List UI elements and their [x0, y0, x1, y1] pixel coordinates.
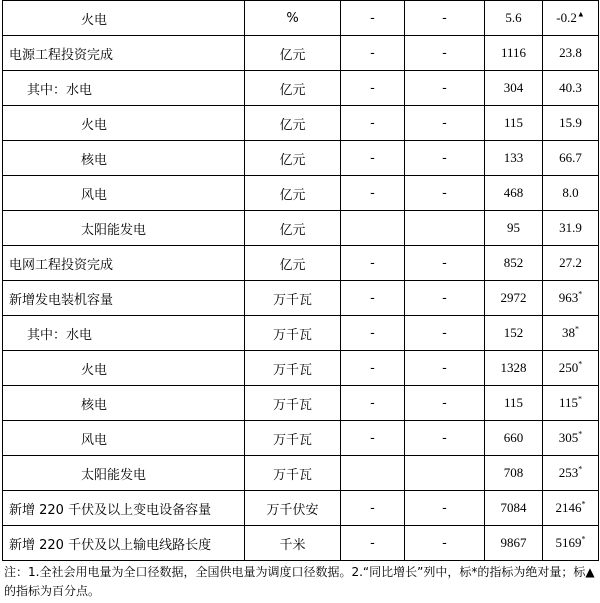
- value-text: 9867: [500, 535, 527, 550]
- growth-cell: [543, 456, 599, 491]
- value-cell: [485, 1, 543, 36]
- blank-column-a-text: -: [370, 115, 375, 131]
- blank-column-a-cell: [341, 36, 405, 71]
- unit-cell: [245, 351, 341, 386]
- blank-column-b-cell: [405, 36, 485, 71]
- blank-column-a-text: -: [370, 255, 375, 271]
- unit-cell: [245, 281, 341, 316]
- blank-column-a-cell: [341, 386, 405, 421]
- growth-cell: [543, 176, 599, 211]
- value-text: 5.6: [505, 10, 522, 25]
- table-row: [3, 421, 599, 456]
- growth-cell: [543, 36, 599, 71]
- blank-column-b-text: -: [442, 395, 447, 411]
- blank-column-b-cell: [405, 176, 485, 211]
- growth-text: 115: [558, 395, 579, 410]
- indicator-name-cell: [3, 491, 245, 526]
- statistics-table: [2, 0, 599, 561]
- table-row: [3, 36, 599, 71]
- unit-text: 亿元: [279, 257, 306, 273]
- growth-cell: [543, 386, 599, 421]
- blank-column-b-cell: [405, 211, 485, 246]
- unit-text: 万千瓦: [272, 327, 312, 343]
- table-row: [3, 246, 599, 281]
- indicator-name-cell: [3, 1, 245, 36]
- unit-text: %: [286, 10, 299, 26]
- growth-marker: *: [578, 429, 583, 439]
- growth-marker: *: [578, 289, 583, 299]
- indicator-name-text: 太阳能发电: [81, 222, 147, 238]
- growth-cell: [543, 316, 599, 351]
- value-text: 468: [503, 185, 524, 200]
- unit-text: 亿元: [279, 117, 306, 133]
- indicator-name-cell: [3, 141, 245, 176]
- table-row: [3, 141, 599, 176]
- indicator-name-text: 风电: [81, 432, 108, 448]
- unit-text: 万千瓦: [272, 467, 312, 483]
- value-text: 95: [507, 220, 520, 235]
- indicator-name-cell: [3, 386, 245, 421]
- growth-text: 31.9: [559, 220, 582, 235]
- growth-cell: [543, 491, 599, 526]
- indicator-name-text: 火电: [81, 362, 108, 378]
- blank-column-a-text: -: [370, 290, 375, 306]
- indicator-name-cell: [3, 456, 245, 491]
- indicator-name-cell: [3, 281, 245, 316]
- table-row: [3, 1, 599, 36]
- unit-text: 亿元: [279, 152, 306, 168]
- growth-cell: [543, 246, 599, 281]
- blank-column-b-text: -: [442, 360, 447, 376]
- value-text: 152: [503, 325, 524, 340]
- blank-column-b-cell: [405, 106, 485, 141]
- unit-cell: [245, 316, 341, 351]
- value-cell: [485, 176, 543, 211]
- growth-cell: [543, 71, 599, 106]
- blank-column-b-text: -: [442, 10, 447, 26]
- indicator-name-text: 其中：水电: [27, 82, 93, 98]
- value-text: 708: [503, 465, 524, 480]
- growth-text: 15.9: [559, 115, 582, 130]
- unit-text: 万千瓦: [272, 432, 312, 448]
- blank-column-a-cell: [341, 456, 405, 491]
- unit-text: 亿元: [279, 187, 306, 203]
- growth-cell: [543, 106, 599, 141]
- unit-text: 万千伏安: [266, 502, 319, 518]
- growth-text: 66.7: [559, 150, 582, 165]
- blank-column-a-text: -: [370, 150, 375, 166]
- indicator-name-text: 核电: [81, 152, 108, 168]
- value-text: 115: [503, 115, 524, 130]
- table-row: [3, 491, 599, 526]
- growth-marker: *: [581, 534, 586, 544]
- indicator-name-text: 电网工程投资完成: [9, 257, 114, 273]
- unit-text: 亿元: [279, 222, 306, 238]
- growth-marker: *: [575, 324, 579, 334]
- growth-marker: *: [581, 499, 586, 509]
- value-text: 1116: [500, 45, 527, 60]
- value-cell: [485, 526, 543, 561]
- blank-column-a-cell: [341, 141, 405, 176]
- table-row: [3, 456, 599, 491]
- value-text: 7084: [500, 500, 527, 515]
- blank-column-b-cell: [405, 421, 485, 456]
- table-row: [3, 526, 599, 561]
- blank-column-a-text: -: [370, 430, 375, 446]
- growth-cell: [543, 281, 599, 316]
- table-row: [3, 106, 599, 141]
- unit-cell: [245, 211, 341, 246]
- growth-text: 8.0: [562, 185, 579, 200]
- blank-column-b-cell: [405, 1, 485, 36]
- unit-cell: [245, 421, 341, 456]
- blank-column-a-cell: [341, 176, 405, 211]
- blank-column-a-cell: [341, 106, 405, 141]
- value-cell: [485, 246, 543, 281]
- unit-cell: [245, 246, 341, 281]
- unit-cell: [245, 386, 341, 421]
- growth-text: 23.8: [559, 45, 582, 60]
- blank-column-a-cell: [341, 351, 405, 386]
- indicator-name-text: 新增发电装机容量: [9, 292, 114, 308]
- unit-cell: [245, 1, 341, 36]
- blank-column-b-cell: [405, 281, 485, 316]
- blank-column-b-cell: [405, 526, 485, 561]
- unit-cell: [245, 456, 341, 491]
- blank-column-b-cell: [405, 246, 485, 281]
- growth-cell: [543, 211, 599, 246]
- value-cell: [485, 456, 543, 491]
- value-text: 1328: [500, 360, 527, 375]
- blank-column-a-text: -: [370, 395, 375, 411]
- growth-marker: *: [578, 359, 583, 369]
- blank-column-b-text: -: [442, 430, 447, 446]
- unit-cell: [245, 176, 341, 211]
- blank-column-a-text: -: [370, 80, 375, 96]
- value-cell: [485, 386, 543, 421]
- table-row: [3, 176, 599, 211]
- blank-column-a-text: -: [370, 500, 375, 516]
- indicator-name-cell: [3, 246, 245, 281]
- indicator-name-text: 新增 220 千伏及以上输电线路长度: [9, 537, 212, 553]
- blank-column-b-text: -: [442, 80, 447, 96]
- growth-text: 2146: [555, 500, 582, 515]
- indicator-name-text: 风电: [81, 187, 108, 203]
- growth-marker: *: [578, 394, 583, 404]
- unit-text: 亿元: [279, 47, 306, 63]
- blank-column-b-text: -: [442, 150, 447, 166]
- value-cell: [485, 491, 543, 526]
- unit-text: 亿元: [279, 82, 306, 98]
- growth-text: 250: [558, 360, 579, 375]
- growth-marker: ▲: [576, 9, 585, 19]
- value-cell: [485, 421, 543, 456]
- value-text: 304: [503, 80, 524, 95]
- indicator-name-cell: [3, 351, 245, 386]
- indicator-name-cell: [3, 316, 245, 351]
- blank-column-b-text: -: [442, 115, 447, 131]
- indicator-name-cell: [3, 176, 245, 211]
- blank-column-a-cell: [341, 421, 405, 456]
- blank-column-a-cell: [341, 246, 405, 281]
- value-text: 115: [503, 395, 524, 410]
- value-text: 852: [503, 255, 524, 270]
- growth-marker: *: [578, 464, 583, 474]
- value-text: 133: [503, 150, 524, 165]
- value-text: 2972: [500, 290, 527, 305]
- indicator-name-text: 火电: [81, 117, 108, 133]
- indicator-name-text: 太阳能发电: [81, 467, 147, 483]
- growth-text: 253: [558, 465, 579, 480]
- unit-cell: [245, 526, 341, 561]
- blank-column-a-text: -: [370, 10, 375, 26]
- growth-cell: [543, 526, 599, 561]
- growth-text: -0.2: [556, 10, 577, 25]
- blank-column-a-text: -: [370, 535, 375, 551]
- indicator-name-text: 核电: [81, 397, 108, 413]
- unit-cell: [245, 491, 341, 526]
- blank-column-a-cell: [341, 316, 405, 351]
- blank-column-b-text: -: [442, 185, 447, 201]
- value-cell: [485, 316, 543, 351]
- blank-column-a-cell: [341, 281, 405, 316]
- table-body: [3, 1, 599, 561]
- table-row: [3, 211, 599, 246]
- blank-column-b-cell: [405, 386, 485, 421]
- growth-cell: [543, 141, 599, 176]
- unit-text: 万千瓦: [272, 362, 312, 378]
- blank-column-a-cell: [341, 71, 405, 106]
- blank-column-b-text: -: [442, 255, 447, 271]
- unit-cell: [245, 106, 341, 141]
- blank-column-a-text: -: [370, 45, 375, 61]
- unit-cell: [245, 36, 341, 71]
- blank-column-b-cell: [405, 456, 485, 491]
- unit-text: 千米: [279, 537, 306, 553]
- unit-text: 万千瓦: [272, 292, 312, 308]
- blank-column-b-cell: [405, 71, 485, 106]
- value-cell: [485, 351, 543, 386]
- growth-text: 27.2: [559, 255, 582, 270]
- indicator-name-cell: [3, 106, 245, 141]
- blank-column-a-cell: [341, 211, 405, 246]
- unit-cell: [245, 141, 341, 176]
- growth-text: 38: [562, 325, 575, 340]
- blank-column-a-cell: [341, 1, 405, 36]
- blank-column-b-cell: [405, 141, 485, 176]
- table-row: [3, 316, 599, 351]
- growth-text: 40.3: [559, 80, 582, 95]
- blank-column-a-text: -: [370, 360, 375, 376]
- table-row: [3, 351, 599, 386]
- indicator-name-cell: [3, 36, 245, 71]
- unit-text: 万千瓦: [272, 397, 312, 413]
- indicator-name-cell: [3, 526, 245, 561]
- blank-column-b-text: -: [442, 290, 447, 306]
- table-row: [3, 281, 599, 316]
- table-footnote: 注：1.全社会用电量为全口径数据，全国供电量为调度口径数据。2.“同比增长”列中，标*的指标为绝对量；标▲的指标为百分点。: [4, 565, 595, 598]
- growth-text: 305: [558, 430, 579, 445]
- indicator-name-text: 火电: [81, 12, 108, 28]
- growth-text: 963: [558, 290, 579, 305]
- blank-column-a-text: -: [370, 185, 375, 201]
- blank-column-a-cell: [341, 526, 405, 561]
- indicator-name-cell: [3, 421, 245, 456]
- growth-cell: [543, 1, 599, 36]
- blank-column-a-cell: [341, 491, 405, 526]
- value-cell: [485, 211, 543, 246]
- blank-column-b-text: -: [442, 45, 447, 61]
- indicator-name-cell: [3, 71, 245, 106]
- blank-column-b-text: -: [442, 325, 447, 341]
- table-row: [3, 386, 599, 421]
- value-cell: [485, 106, 543, 141]
- growth-text: 5169: [555, 535, 582, 550]
- value-cell: [485, 141, 543, 176]
- growth-cell: [543, 421, 599, 456]
- indicator-name-text: 其中：水电: [27, 327, 93, 343]
- unit-cell: [245, 71, 341, 106]
- blank-column-b-cell: [405, 491, 485, 526]
- value-cell: [485, 71, 543, 106]
- growth-cell: [543, 351, 599, 386]
- blank-column-b-cell: [405, 351, 485, 386]
- blank-column-b-cell: [405, 316, 485, 351]
- value-cell: [485, 281, 543, 316]
- value-text: 660: [503, 430, 524, 445]
- blank-column-b-text: -: [442, 535, 447, 551]
- blank-column-a-text: -: [370, 325, 375, 341]
- table-row: [3, 71, 599, 106]
- value-cell: [485, 36, 543, 71]
- indicator-name-text: 新增 220 千伏及以上变电设备容量: [9, 502, 212, 518]
- indicator-name-cell: [3, 211, 245, 246]
- blank-column-b-text: -: [442, 500, 447, 516]
- indicator-name-text: 电源工程投资完成: [9, 47, 114, 63]
